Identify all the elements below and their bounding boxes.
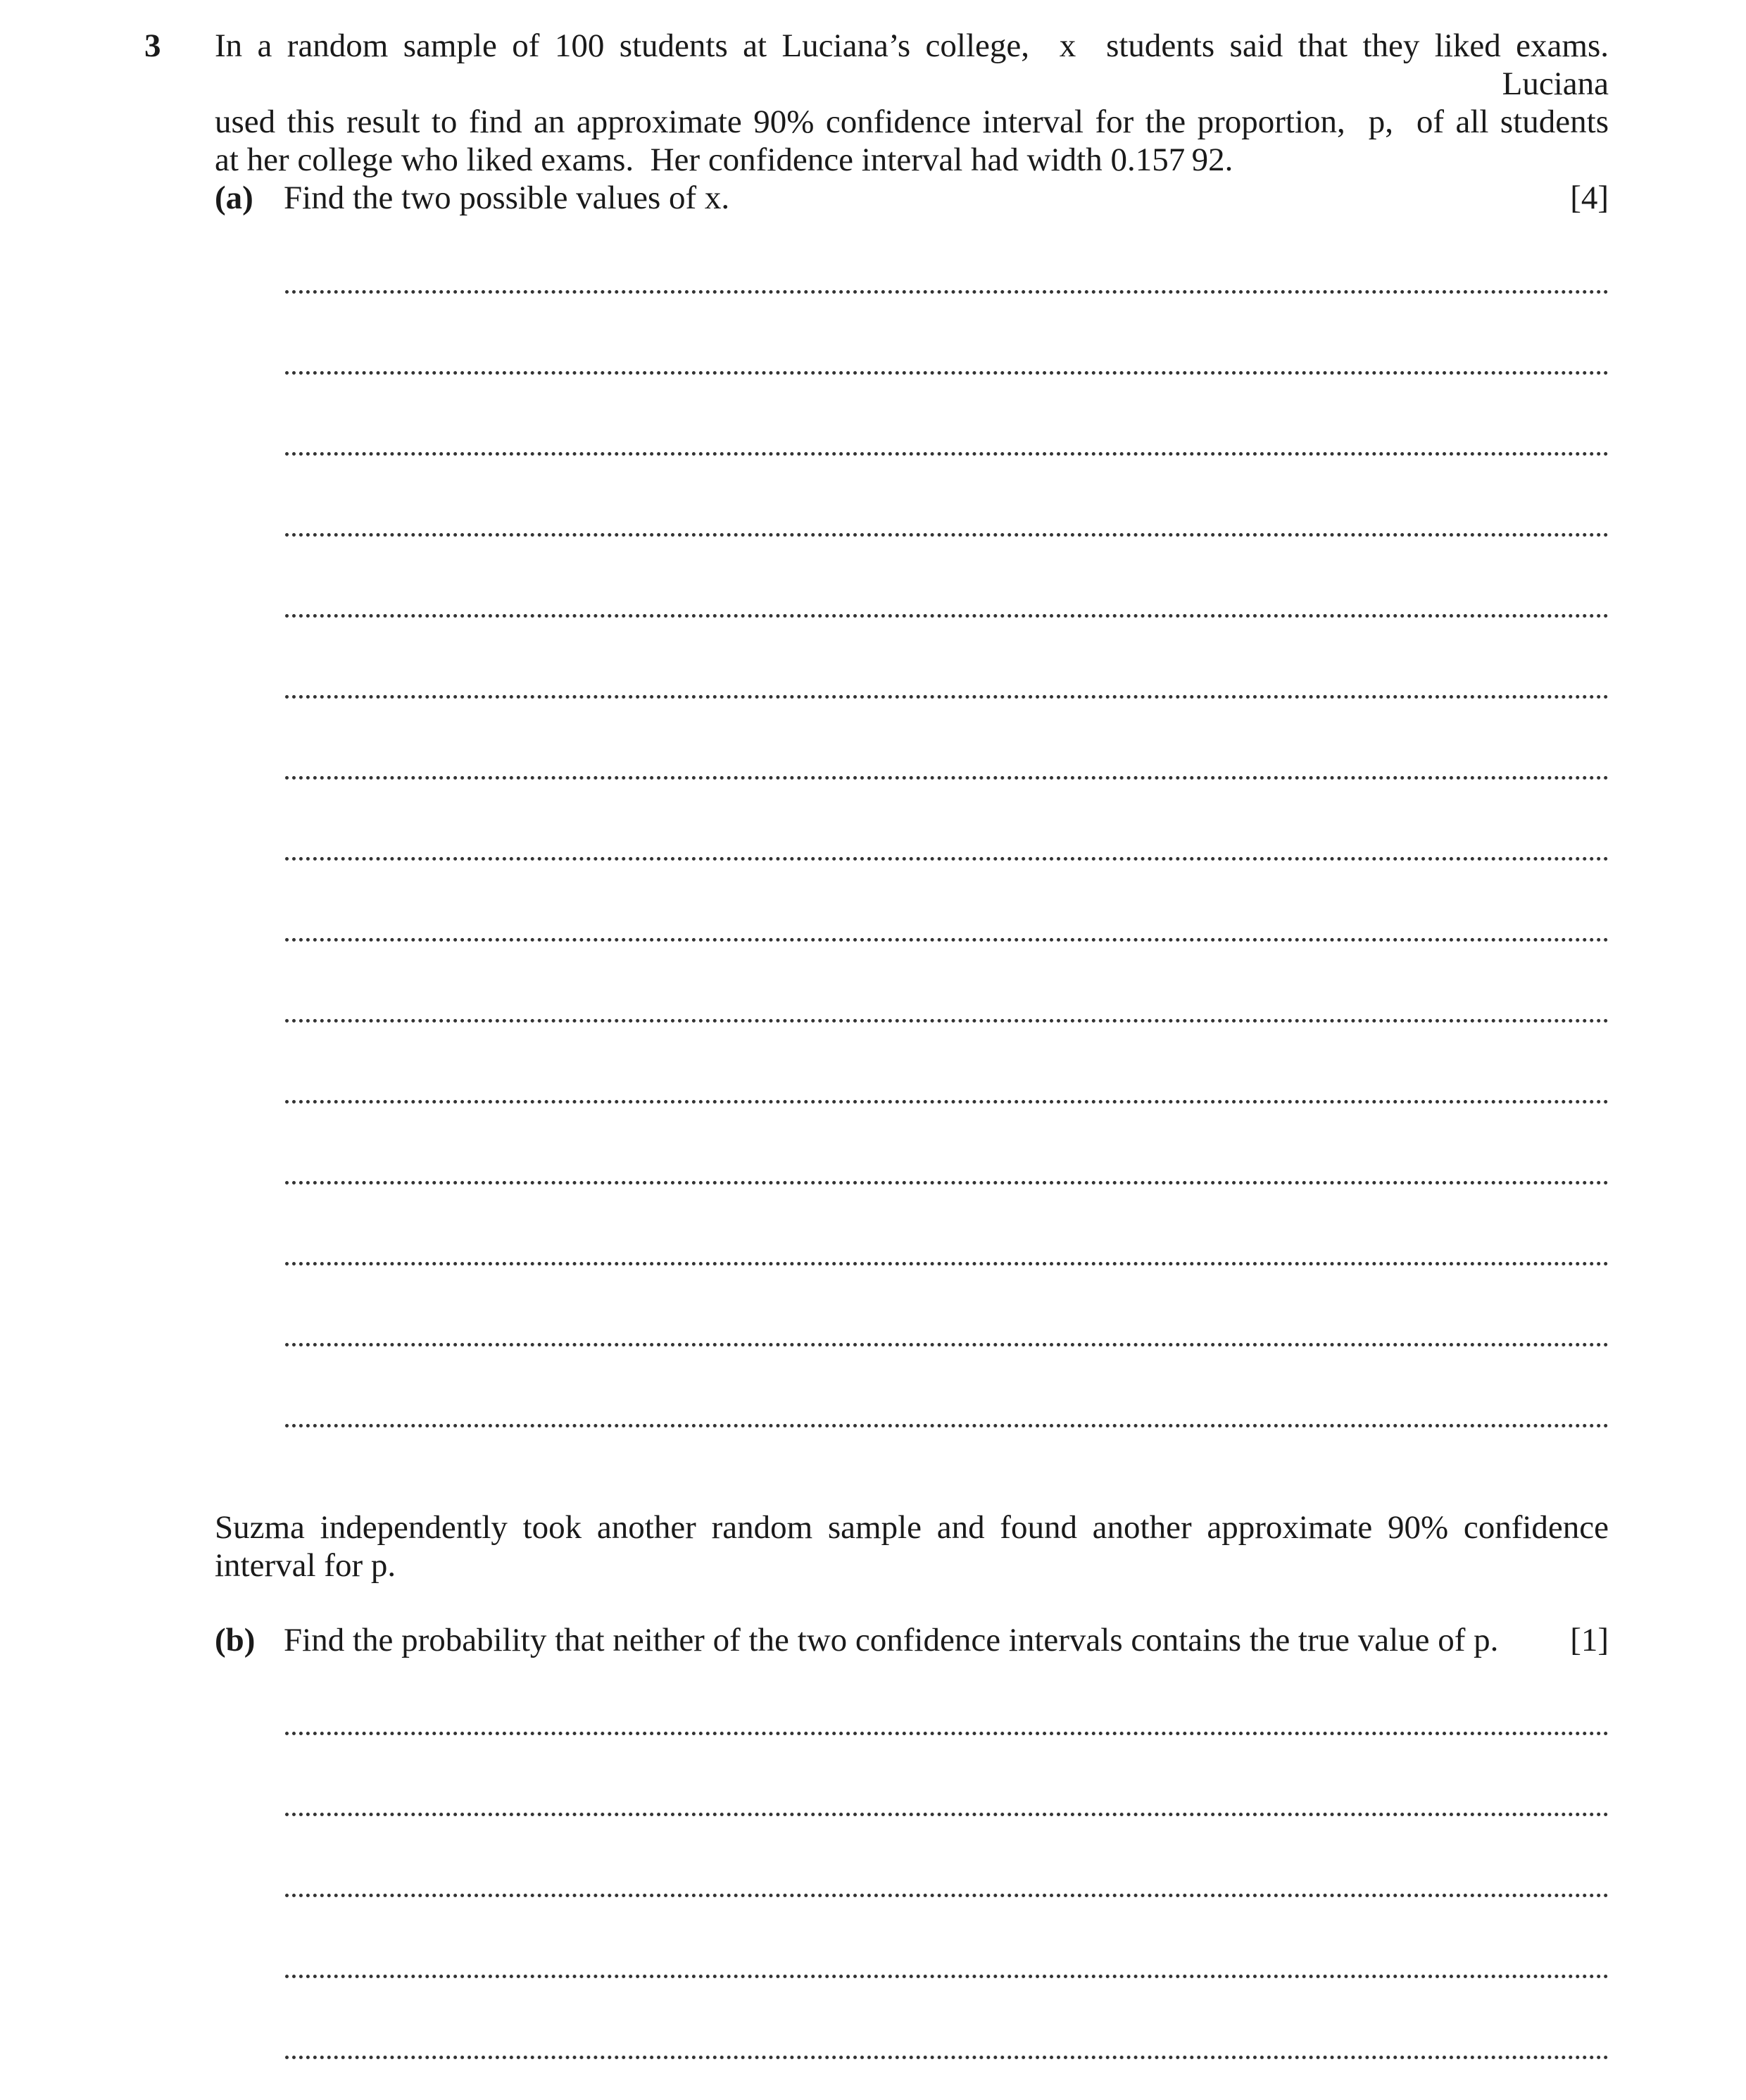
answer-line[interactable] xyxy=(285,1181,1609,1185)
answer-line[interactable] xyxy=(285,290,1609,294)
part-b-text: Find the probability that neither of the two confidence intervals contains the true value of p. xyxy=(284,1622,1499,1658)
question-intro xyxy=(215,27,1609,179)
question-number: 3 xyxy=(144,27,161,64)
answer-line[interactable] xyxy=(285,371,1609,375)
answer-line[interactable] xyxy=(285,938,1609,942)
part-b-context xyxy=(215,1508,1609,1585)
answer-line[interactable] xyxy=(285,695,1609,699)
part-a-prompt xyxy=(215,179,1609,217)
answer-line[interactable] xyxy=(285,1813,1609,1816)
context-line: interval for p. xyxy=(215,1547,396,1584)
part-a-marks: [4] xyxy=(1570,180,1609,216)
answer-line[interactable] xyxy=(285,1343,1609,1346)
part-b-label: (b) xyxy=(215,1622,256,1658)
intro-line: used this result to find an approximate 90% confidence interval for the proportion, p, of all students xyxy=(215,104,1609,140)
intro-line: at her college who liked exams. Her confidence interval had width 0.157 92. xyxy=(215,142,1233,178)
answer-line[interactable] xyxy=(285,2056,1609,2059)
answer-line[interactable] xyxy=(285,1894,1609,1897)
answer-line[interactable] xyxy=(285,1424,1609,1427)
intro-line: In a random sample of 100 students at Luciana’s college, x students said that they liked exams. Luciana xyxy=(215,27,1609,102)
answer-line[interactable] xyxy=(285,452,1609,456)
answer-line[interactable] xyxy=(285,614,1609,618)
answer-line[interactable] xyxy=(285,1100,1609,1104)
answer-line[interactable] xyxy=(285,776,1609,780)
answer-line[interactable] xyxy=(285,1262,1609,1265)
part-b-prompt xyxy=(215,1621,1609,1659)
part-a-text: Find the two possible values of x. xyxy=(284,180,730,216)
answer-line[interactable] xyxy=(285,857,1609,861)
context-line: Suzma independently took another random sample and found another approximate 90% confidence xyxy=(215,1509,1609,1546)
answer-line[interactable] xyxy=(285,1975,1609,1978)
part-b-marks: [1] xyxy=(1570,1622,1609,1658)
part-a-label: (a) xyxy=(215,180,253,216)
answer-line[interactable] xyxy=(285,533,1609,537)
answer-line[interactable] xyxy=(285,1732,1609,1735)
answer-line[interactable] xyxy=(285,1019,1609,1023)
